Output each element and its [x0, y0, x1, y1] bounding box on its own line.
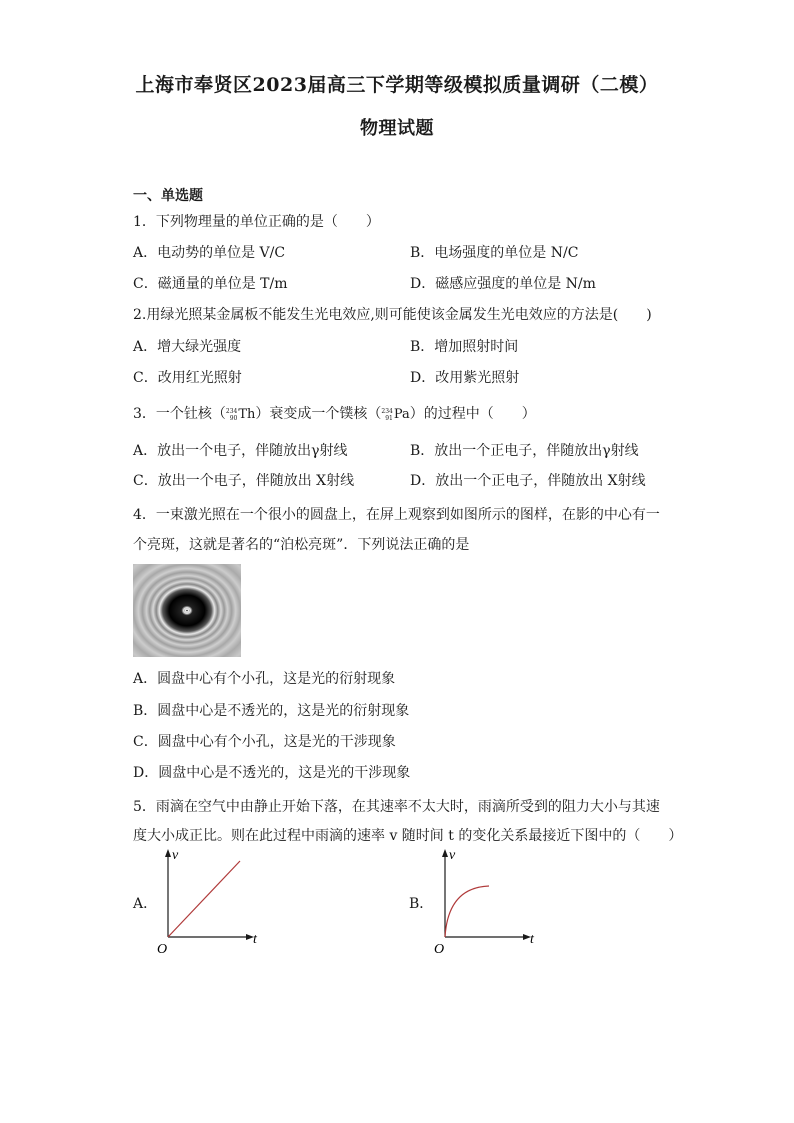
- q5-option-a-label: A．: [133, 896, 158, 912]
- saturating-curve: [445, 886, 489, 937]
- q2-option-b: B．增加照射时间: [410, 339, 519, 355]
- q3-option-b: B．放出一个正电子，伴随放出γ射线: [410, 443, 639, 459]
- q2-option-d: D．改用紫光照射: [410, 370, 520, 386]
- q5-option-b-label: B．: [409, 896, 434, 912]
- origin-label: O: [434, 942, 445, 957]
- q4-option-a: A．圆盘中心有个小孔，这是光的衍射现象: [133, 671, 396, 687]
- q3-option-d: D．放出一个正电子，伴随放出 X射线: [410, 473, 646, 489]
- q3-option-c: C．放出一个电子，伴随放出 X射线: [133, 473, 355, 489]
- t-axis-label: t: [253, 932, 257, 947]
- q5-graph-b: [427, 845, 542, 957]
- linear-curve: [168, 861, 240, 937]
- exam-subtitle: 物理试题: [360, 118, 434, 139]
- q1-option-a: A．电动势的单位是 V/C: [133, 245, 286, 261]
- q4-stem-line1: 4．一束激光照在一个很小的圆盘上，在屏上观察到如图所示的图样，在影的中心有一: [133, 507, 660, 523]
- q2-option-a: A．增大绿光强度: [133, 339, 242, 355]
- q4-stem-line2: 个亮斑，这就是著名的“泊松亮斑”．下列说法正确的是: [133, 537, 470, 553]
- pa-mass-number: 234: [381, 407, 393, 415]
- t-axis-label: t: [530, 932, 534, 947]
- exam-title: 上海市奉贤区2023届高三下学期等级模拟质量调研（二模）: [135, 74, 659, 96]
- q4-option-d: D．圆盘中心是不透光的，这是光的干涉现象: [133, 765, 411, 781]
- q5-graph-a: [150, 845, 265, 957]
- q3-stem-post: ）的过程中（ ）: [409, 406, 536, 422]
- v-axis-label: v: [172, 848, 179, 863]
- protactinium-nuclide: [381, 405, 409, 425]
- v-axis-arrow-icon: [442, 849, 448, 857]
- pa-atomic-number: 91: [385, 414, 393, 422]
- q1-option-b: B．电场强度的单位是 N/C: [410, 245, 579, 261]
- q4-option-c: C．圆盘中心有个小孔，这是光的干涉现象: [133, 734, 396, 750]
- q1-option-d: D．磁感应强度的单位是 N/m: [410, 276, 596, 292]
- q4-option-b: B．圆盘中心是不透光的，这是光的衍射现象: [133, 703, 410, 719]
- q5-stem-line2: 度大小成正比。则在此过程中雨滴的速率 v 随时间 t 的变化关系最接近下图中的（ ）: [133, 828, 683, 844]
- q3-stem-pre: 3．一个钍核（: [133, 406, 226, 422]
- th-symbol: Th: [238, 407, 256, 422]
- q3-stem: [133, 404, 536, 425]
- q3-option-a: A．放出一个电子，伴随放出γ射线: [133, 443, 348, 459]
- q2-option-c: C．改用红光照射: [133, 370, 242, 386]
- pa-symbol: Pa: [393, 407, 410, 422]
- origin-label: O: [157, 942, 168, 957]
- thorium-nuclide: [226, 405, 256, 425]
- q1-option-c: C．磁通量的单位是 T/m: [133, 276, 288, 292]
- poisson-spot-image: [133, 564, 241, 657]
- v-axis-arrow-icon: [165, 849, 171, 857]
- q1-stem: 1．下列物理量的单位正确的是（ ）: [133, 214, 380, 230]
- q3-stem-mid: ）衰变成一个镤核（: [255, 406, 382, 422]
- th-mass-number: 234: [225, 407, 238, 415]
- th-atomic-number: 90: [229, 414, 238, 422]
- section-heading: 一、单选题: [133, 188, 203, 204]
- v-axis-label: v: [449, 848, 456, 863]
- q2-stem: 2.用绿光照某金属板不能发生光电效应,则可能使该金属发生光电效应的方法是( ): [133, 307, 652, 323]
- q5-stem-line1: 5．雨滴在空气中由静止开始下落，在其速率不太大时，雨滴所受到的阻力大小与其速: [133, 799, 660, 815]
